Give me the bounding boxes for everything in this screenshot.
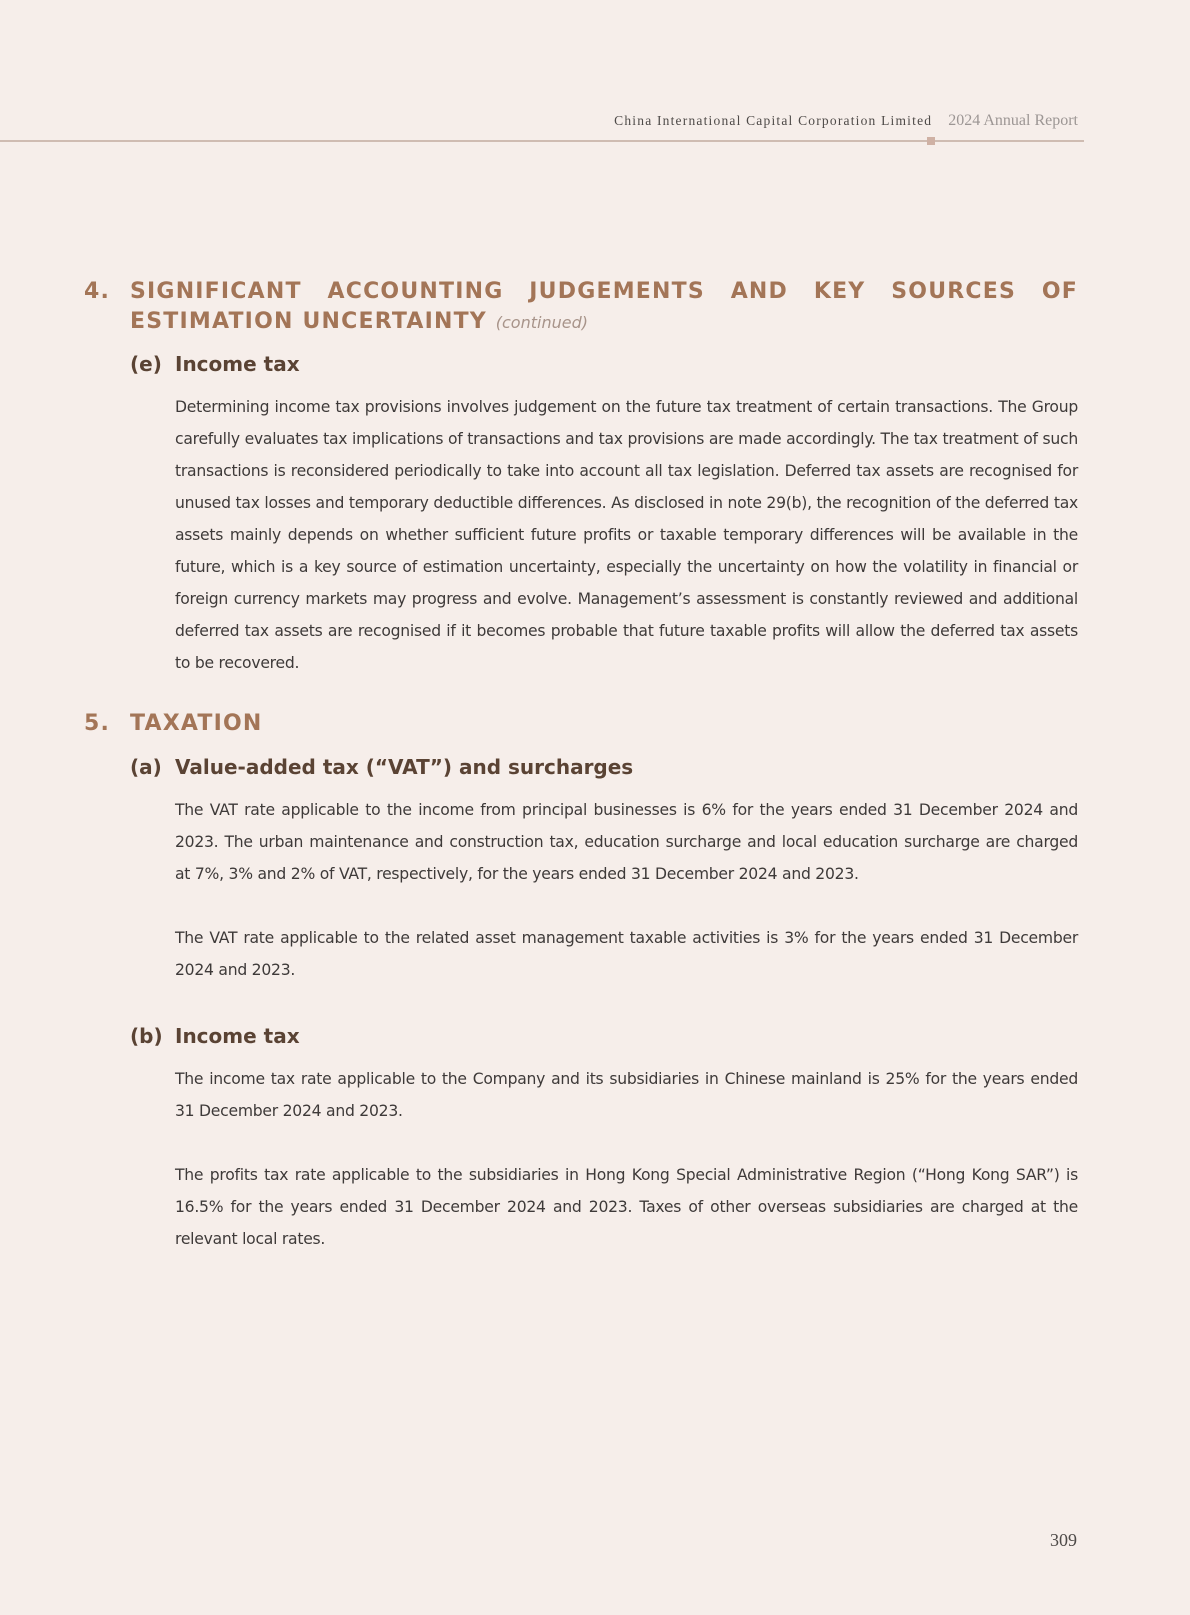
running-header: [614, 112, 1078, 130]
subsection-b-heading: [130, 1022, 1078, 1050]
header-divider: [0, 140, 1084, 142]
paragraph: The VAT rate applicable to the related asset management taxable activities is 3% for the years ended 31 December 2024 and 2023.: [175, 929, 1078, 979]
company-name: China International Capital Corporation Limited: [614, 113, 933, 128]
continued-label: (continued): [495, 313, 588, 332]
section-5: [84, 709, 1078, 1255]
section-title: SIGNIFICANT ACCOUNTING JUDGEMENTS AND KEY SOURCES OF ESTIMATION UNCERTAINTY: [130, 279, 1078, 334]
subsection-a-heading: [130, 753, 1078, 781]
section-4: [84, 277, 1078, 695]
subsection-title: Value-added tax (“VAT”) and surcharges: [175, 755, 634, 779]
section-number: 5.: [84, 711, 111, 736]
paragraph: Determining income tax provisions involves judgement on the future tax treatment of certain transactions. The Group carefully evaluates tax implications of transactions and tax provisions are made accordingly. The tax treatment of such transactions is reconsidered periodically to take into account all tax legislation. Deferred tax assets are recognised for unused tax losses and temporary deductible differences. As disclosed in note 29(b), the recognition of the deferred tax assets mainly depends on whether sufficient future profits or taxable temporary differences will be available in the future, which is a key source of estimation uncertainty, especially the uncertainty on how the volatility in financial or foreign currency markets may progress and evolve. Management’s assessment is constantly reviewed and additional deferred tax assets are recognised if it becomes probable that future taxable profits will allow the deferred tax assets to be recovered.: [175, 398, 1078, 672]
section-5-heading: [84, 709, 1078, 739]
paragraph: The profits tax rate applicable to the subsidiaries in Hong Kong Special Administrative Region (“Hong Kong SAR”) is 16.5% for the years ended 31 December 2024 and 2023. Taxes of other overseas subsidiaries are charged at the relevant local rates.: [175, 1166, 1078, 1248]
subsection-letter: (b): [130, 1024, 163, 1048]
section-title: TAXATION: [130, 711, 263, 736]
subsection-title: Income tax: [175, 1024, 300, 1048]
paragraph: The income tax rate applicable to the Company and its subsidiaries in Chinese mainland is 25% for the years ended 31 December 2024 and 2023.: [175, 1070, 1078, 1120]
subsection-letter: (e): [130, 352, 162, 376]
section-number: 4.: [84, 279, 111, 304]
paragraph: The VAT rate applicable to the income from principal businesses is 6% for the years ended 31 December 2024 and 2023. The urban maintenance and construction tax, education surcharge and local education surcharge are charged at 7%, 3% and 2% of VAT, respectively, for the years ended 31 December 2024 and 2023.: [175, 801, 1078, 883]
subsection-letter: (a): [130, 755, 162, 779]
page-number: 309: [1050, 1530, 1077, 1550]
section-4-heading: [84, 277, 1078, 338]
subsection-e-heading: [130, 350, 1078, 378]
subsection-title: Income tax: [175, 352, 300, 376]
header-marker-square: [927, 137, 935, 145]
report-title: 2024 Annual Report: [948, 112, 1078, 129]
